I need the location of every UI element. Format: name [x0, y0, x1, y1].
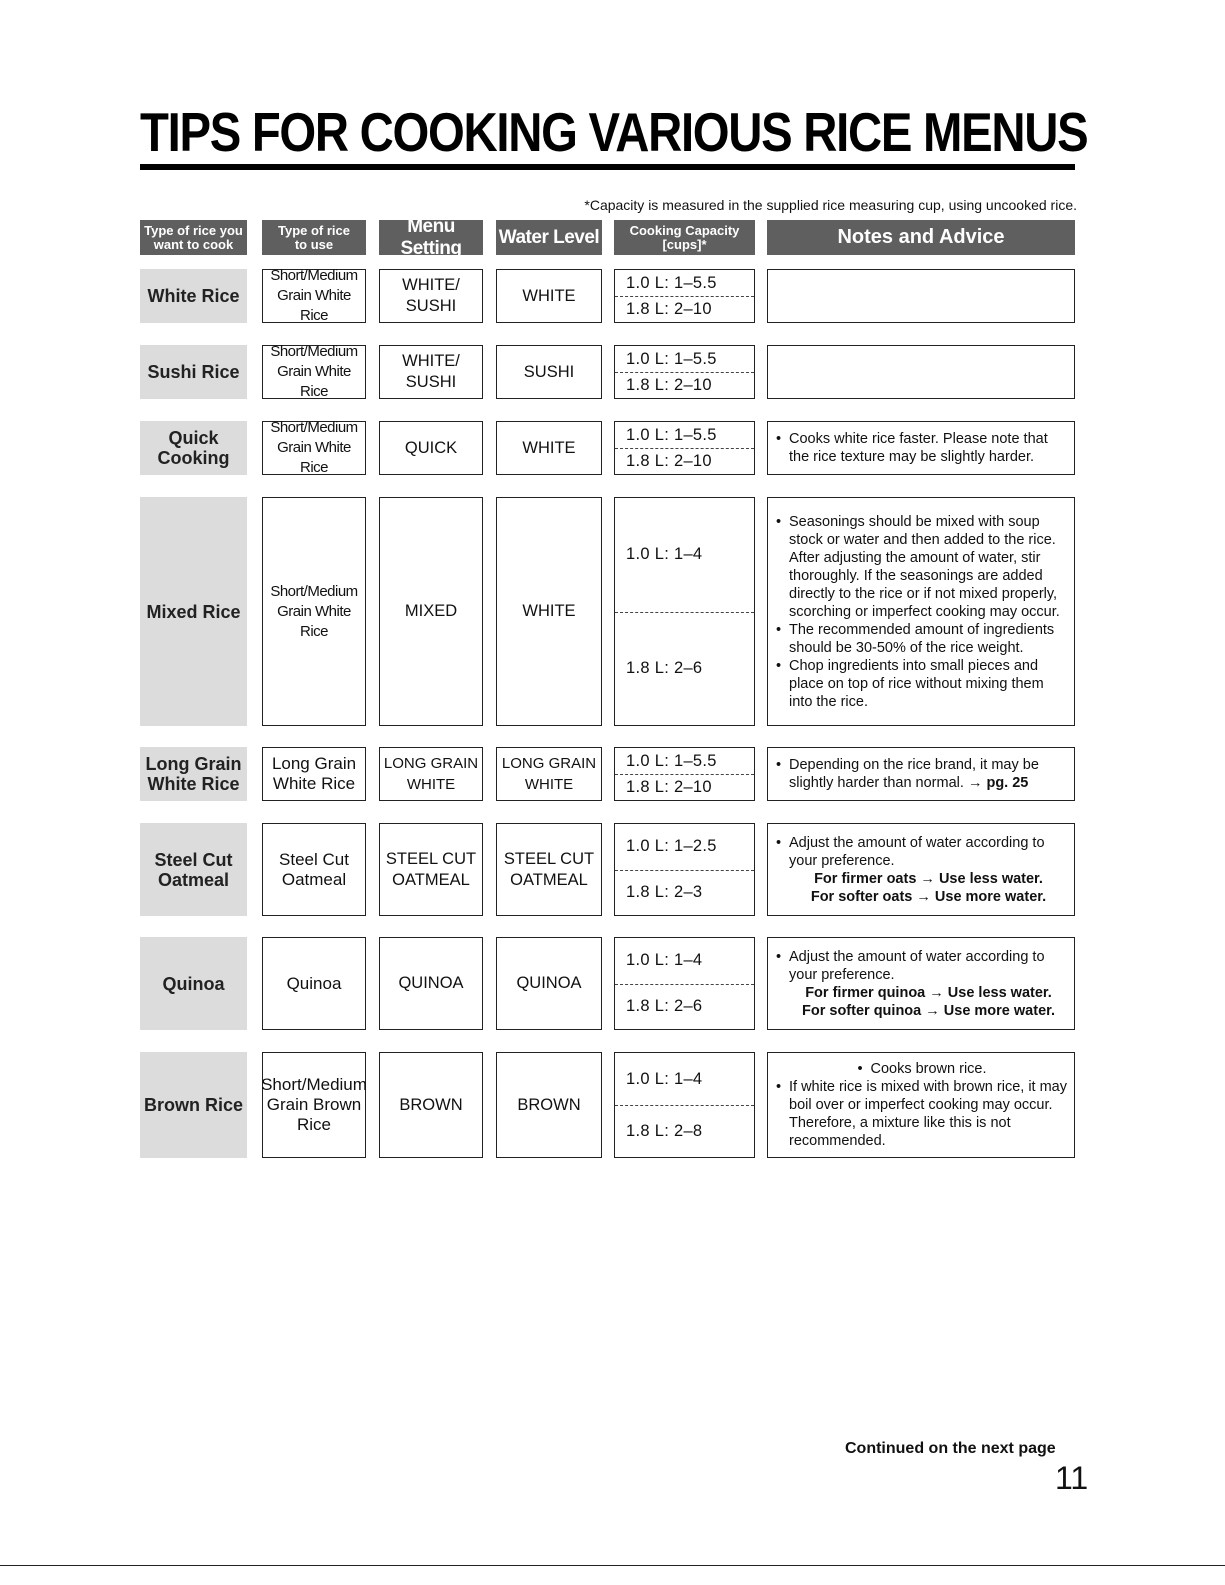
- rice-to-cook-cell: Quick Cooking: [140, 421, 247, 475]
- cooking-capacity-cell: [614, 1052, 755, 1158]
- notes-cell: [767, 345, 1075, 399]
- water-level-cell: LONG GRAIN WHITE: [496, 747, 602, 801]
- header-menu-setting: Menu Setting: [379, 220, 483, 255]
- rice-type-cell: Short/Medium Grain White Rice: [262, 497, 366, 726]
- header-water-level: Water Level: [496, 220, 602, 255]
- capacity-1-8l: 1.8 L: 2–6: [626, 996, 703, 1015]
- table-row: [0, 421, 1225, 475]
- notes-cell: [767, 421, 1075, 475]
- note-item: • Adjust the amount of water according to your preference.: [776, 834, 1068, 870]
- cooking-capacity-cell: [614, 497, 755, 726]
- notes-cell: [767, 823, 1075, 916]
- rice-type-cell: Quinoa: [262, 937, 366, 1030]
- note-item: • Cooks brown rice.: [857, 1060, 986, 1078]
- capacity-1-8l: 1.8 L: 2–6: [626, 658, 703, 677]
- capacity-1-8l: 1.8 L: 2–8: [626, 1121, 703, 1140]
- note-item: • The recommended amount of ingredients should be 30-50% of the rice weight.: [776, 621, 1068, 657]
- cooking-capacity-cell: [614, 345, 755, 399]
- rice-type-cell: Short/Medium Grain White Rice: [262, 421, 366, 475]
- table-row: [0, 937, 1225, 1030]
- capacity-1-0l: 1.0 L: 1–4: [626, 1069, 703, 1088]
- water-level-cell: QUINOA: [496, 937, 602, 1030]
- note-item: • If white rice is mixed with brown rice, it may boil over or imperfect cooking may occur. Therefore, a mixture like this is not recommended.: [776, 1078, 1068, 1150]
- cooking-capacity-cell: [614, 823, 755, 916]
- rice-to-cook-cell: Long Grain White Rice: [140, 747, 247, 801]
- notes-cell: [767, 497, 1075, 726]
- page-number: 11: [1055, 1460, 1089, 1496]
- note-item: • Seasonings should be mixed with soup stock or water and then added to the rice. After adjusting the amount of water, stir thoroughly. If the seasonings are added directly to the rice or if not mixed properly, scorching or imperfect cooking may occur.: [776, 513, 1068, 621]
- water-level-cell: WHITE: [496, 421, 602, 475]
- rice-type-cell: Short/Medium Grain White Rice: [262, 269, 366, 323]
- capacity-1-8l: 1.8 L: 2–10: [626, 375, 712, 394]
- menu-setting-cell: WHITE/ SUSHI: [379, 269, 483, 323]
- rice-type-cell: Short/Medium Grain Brown Rice: [262, 1052, 366, 1158]
- cooking-capacity-cell: [614, 747, 755, 801]
- menu-setting-cell: BROWN: [379, 1052, 483, 1158]
- rice-to-cook-cell: Brown Rice: [140, 1052, 247, 1158]
- note-item: • Cooks white rice faster. Please note that the rice texture may be slightly harder.: [776, 430, 1068, 466]
- capacity-1-0l: 1.0 L: 1–4: [626, 545, 703, 564]
- menu-setting-cell: WHITE/ SUSHI: [379, 345, 483, 399]
- capacity-1-0l: 1.0 L: 1–5.5: [626, 349, 717, 368]
- menu-setting-cell: LONG GRAIN WHITE: [379, 747, 483, 801]
- menu-setting-cell: MIXED: [379, 497, 483, 726]
- rice-type-cell: Long Grain White Rice: [262, 747, 366, 801]
- notes-cell: [767, 747, 1075, 801]
- table-row: [0, 497, 1225, 726]
- capacity-1-0l: 1.0 L: 1–5.5: [626, 425, 717, 444]
- table-row: [0, 823, 1225, 916]
- rice-type-cell: Short/Medium Grain White Rice: [262, 345, 366, 399]
- capacity-1-0l: 1.0 L: 1–4: [626, 951, 703, 970]
- title-rule: [140, 164, 1075, 170]
- header-cooking-capacity: Cooking Capacity [cups]*: [614, 220, 755, 255]
- rice-to-cook-cell: White Rice: [140, 269, 247, 323]
- cooking-capacity-cell: [614, 421, 755, 475]
- capacity-1-8l: 1.8 L: 2–10: [626, 777, 712, 796]
- page-title: TIPS FOR COOKING VARIOUS RICE MENUS: [140, 101, 1088, 163]
- capacity-1-0l: 1.0 L: 1–5.5: [626, 273, 717, 292]
- water-level-cell: SUSHI: [496, 345, 602, 399]
- water-level-cell: WHITE: [496, 497, 602, 726]
- capacity-1-8l: 1.8 L: 2–10: [626, 451, 712, 470]
- rice-to-cook-cell: Sushi Rice: [140, 345, 247, 399]
- capacity-1-0l: 1.0 L: 1–2.5: [626, 837, 717, 856]
- note-item: • Chop ingredients into small pieces and place on top of rice without mixing them into the rice.: [776, 657, 1068, 711]
- table-row: [0, 1052, 1225, 1158]
- menu-setting-cell: QUINOA: [379, 937, 483, 1030]
- rice-to-cook-cell: Steel Cut Oatmeal: [140, 823, 247, 916]
- water-level-cell: BROWN: [496, 1052, 602, 1158]
- table-row: [0, 269, 1225, 323]
- note-item: • Adjust the amount of water according to your preference.: [776, 948, 1068, 984]
- capacity-footnote: *Capacity is measured in the supplied rice measuring cup, using uncooked rice.: [584, 197, 1077, 213]
- bottom-rule: [0, 1565, 1225, 1566]
- capacity-1-8l: 1.8 L: 2–10: [626, 299, 712, 318]
- continued-note: Continued on the next page: [845, 1440, 1056, 1457]
- menu-setting-cell: QUICK: [379, 421, 483, 475]
- rice-type-cell: Steel Cut Oatmeal: [262, 823, 366, 916]
- note-firmer: For firmer quinoa → Use less water.: [805, 984, 1052, 1001]
- rice-to-cook-cell: Mixed Rice: [140, 497, 247, 726]
- notes-cell: [767, 1052, 1075, 1158]
- notes-cell: [767, 937, 1075, 1030]
- note-softer: For softer quinoa → Use more water.: [802, 1002, 1055, 1019]
- rice-to-cook-cell: Quinoa: [140, 937, 247, 1030]
- water-level-cell: STEEL CUT OATMEAL: [496, 823, 602, 916]
- header-notes: Notes and Advice: [767, 220, 1075, 255]
- water-level-cell: WHITE: [496, 269, 602, 323]
- table-row: [0, 345, 1225, 399]
- menu-setting-cell: STEEL CUT OATMEAL: [379, 823, 483, 916]
- table-row: [0, 747, 1225, 801]
- header-rice-to-cook: Type of rice you want to cook: [140, 220, 247, 255]
- note-firmer: For firmer oats → Use less water.: [814, 870, 1043, 887]
- page-reference: → pg. 25: [967, 775, 1029, 791]
- note-softer: For softer oats → Use more water.: [810, 888, 1047, 905]
- capacity-1-8l: 1.8 L: 2–3: [626, 882, 703, 901]
- note-item: • Depending on the rice brand, it may be slightly harder than normal. → pg. 25: [776, 756, 1068, 792]
- cooking-capacity-cell: [614, 937, 755, 1030]
- capacity-1-0l: 1.0 L: 1–5.5: [626, 751, 717, 770]
- notes-cell: [767, 269, 1075, 323]
- header-rice-to-use: Type of rice to use: [262, 220, 366, 255]
- cooking-capacity-cell: [614, 269, 755, 323]
